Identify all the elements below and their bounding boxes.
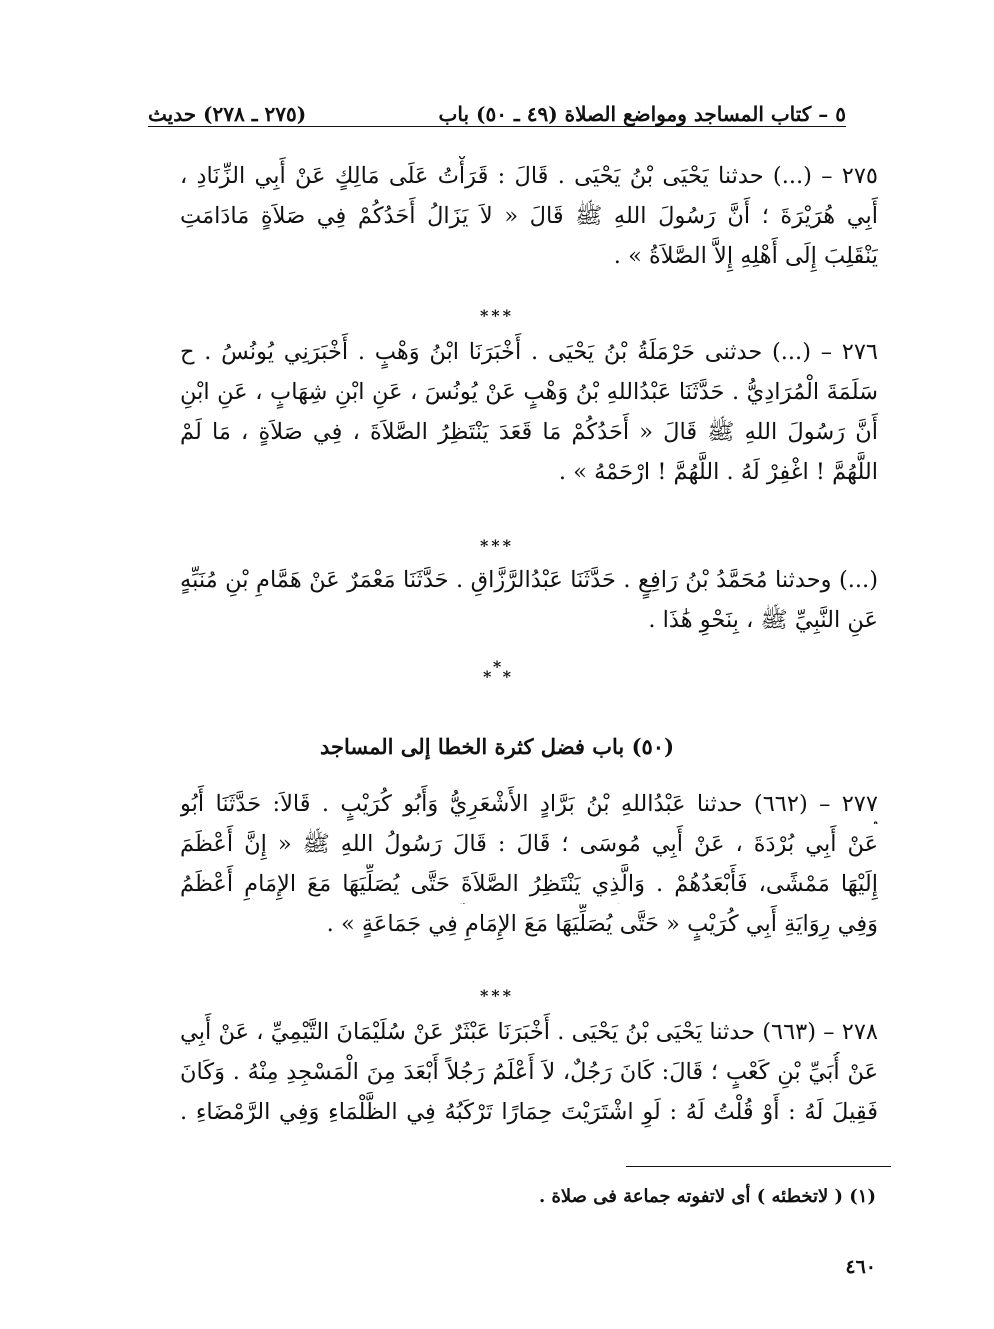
hadith-276 <box>180 332 878 492</box>
hadith-276-chain <box>180 560 878 640</box>
header-hadith-range: (٢٧٥ ـ ٢٧٨) حديث <box>148 102 307 126</box>
hadith-275-line-1: ٢٧٥ – (...) حدثنا يَحْيَى بْنُ يَحْيَى . قَالَ : قَرَأْتُ عَلَى مَالِكٍ عَنْ أَبِي الزِّنَادِ ، <box>180 163 878 189</box>
hadith-275-line-2: أَبِي هُرَيْرَةَ ؛ أَنَّ رَسُولَ اللهِ ﷺ قَالَ « لاَ يَزَالُ أَحَدُكُمْ فِي صَلاَةٍ مَادَامَتِ <box>180 203 878 229</box>
section-ornament <box>0 657 994 686</box>
hadith-276-chain-line-1: (...) وحدثنا مُحَمَّدُ بْنُ رَافِعٍ . حَدَّثَنَا عَبْدُالرَّزَّاقِ . حَدَّثَنَا مَعْمَرٌ عَنْ هَمَّامِ بْنِ مُنَبِّهٍ <box>180 567 878 593</box>
separator-stars: *** <box>479 306 515 325</box>
hadith-276-chain-line-2: عَنِ النَّبِيِّ ﷺ ، بِنَحْوِ هَٰذَا . <box>648 607 878 633</box>
hadith-276-line-3: أَنَّ رَسُولَ اللهِ ﷺ قَالَ « أَحَدُكُمْ مَا قَعَدَ يَنْتَظِرُ الصَّلاَةَ ، فِي صَلاَةٍ ، مَا لَمْ <box>180 419 878 445</box>
hadith-276-line-1: ٢٧٦ – (...) حدثنى حَرْمَلَةُ بْنُ يَحْيَى . أَخْبَرَنَا ابْنُ وَهْبٍ . أَخْبَرَنِي يُونُسُ . ح <box>180 339 878 365</box>
footnote-rule <box>626 1166 891 1167</box>
hadith-277-line-4: وَفِي رِوَايَةِ أَبِي كُرَيْبٍ « حَتَّى يُصَلِّيَهَا مَعَ الإِمَامِ فِي جَمَاعَةٍ » . <box>326 911 878 937</box>
hadith-275 <box>180 156 878 276</box>
hadith-276-line-4: اللَّهُمَّ ! اغْفِرْ لَهُ . اللَّهُمَّ ! ارْحَمْهُ » . <box>558 459 878 485</box>
chapter-heading: (٥٠) باب فضل كثرة الخطا إلى المساجد <box>319 734 675 759</box>
hadith-278 <box>180 1012 878 1132</box>
separator-stars: *** <box>479 536 515 555</box>
hadith-276-line-2: سَلَمَةَ الْمُرَادِيُّ . حَدَّثَنَا عَبْدُاللهِ بْنُ وَهْبٍ عَنْ يُونُسَ ، عَنِ ابْنِ شِهَابٍ ، عَنِ ابْنِ <box>180 379 878 405</box>
footnote: (١) ( لاتخطئه ) أى لاتفوته جماعة فى صلاة . <box>538 1186 876 1207</box>
header-chapter-title: ٥ – كتاب المساجد ومواضع الصلاة (٤٩ ـ ٥٠) باب <box>438 102 846 126</box>
ornament-bottom-stars <box>0 667 994 686</box>
ornament-top-star: * <box>492 657 502 676</box>
ornament-star: * <box>483 667 492 686</box>
header-rule <box>148 126 846 127</box>
running-header <box>148 86 846 126</box>
separator-stars: *** <box>479 986 515 1005</box>
hadith-277-line-2: عَنْ أَبِي بُرْدَةَ ، عَنْ أَبِي مُوسَى ؛ قَالَ : قَالَ رَسُولُ اللهِ ﷺ « إِنَّ أَعْظَمَ <box>180 831 878 857</box>
hadith-277-line-1: ٢٧٧ – (٦٦٢) حدثنا عَبْدُاللهِ بْنُ بَرَّادٍ الأَشْعَرِيُّ وَأَبُو كُرَيْبٍ . قَالاَ: حَدَّثَنَا أَبُو <box>180 791 878 817</box>
hadith-278-line-1: ٢٧٨ – (٦٦٣) حدثنا يَحْيَى بْنُ يَحْيَى . أَخْبَرَنَا عَبْثَرٌ عَنْ سُلَيْمَانَ التَّيْمِيِّ ، عَنْ أَبِي <box>180 1019 878 1045</box>
hadith-275-line-3: يَنْقَلِبَ إِلَى أَهْلِهِ إِلاَّ الصَّلاَةُ » . <box>613 243 878 269</box>
hadith-278-line-2: عَنْ أُبَيِّ بْنِ كَعْبٍ ؛ قَالَ: كَانَ رَجُلٌ، لاَ أَعْلَمُ رَجُلاً أَبْعَدَ مِنَ الْمَسْجِدِ مِنْهُ . وَكَانَ <box>180 1059 878 1085</box>
ornament-star: * <box>502 667 511 686</box>
hadith-277-line-3: إِلَيْهَا مَمْشًى، فَأَبْعَدُهُمْ . وَالَّذِي يَنْتَظِرُ الصَّلاَةَ حَتَّى يُصَلِّيَهَا مَعَ الإِمَامِ أَعْظَمُ <box>180 871 878 897</box>
page-number: ٤٦٠ <box>845 1256 876 1278</box>
hadith-277 <box>180 784 878 944</box>
hadith-278-line-3: فَقِيلَ لَهُ : أَوْ قُلْتُ لَهُ : لَوِ اشْتَرَيْتَ حِمَارًا تَرْكَبُهُ فِي الظَّلْمَاءِ وَفِي الرَّمْضَاءِ . <box>180 1099 878 1125</box>
